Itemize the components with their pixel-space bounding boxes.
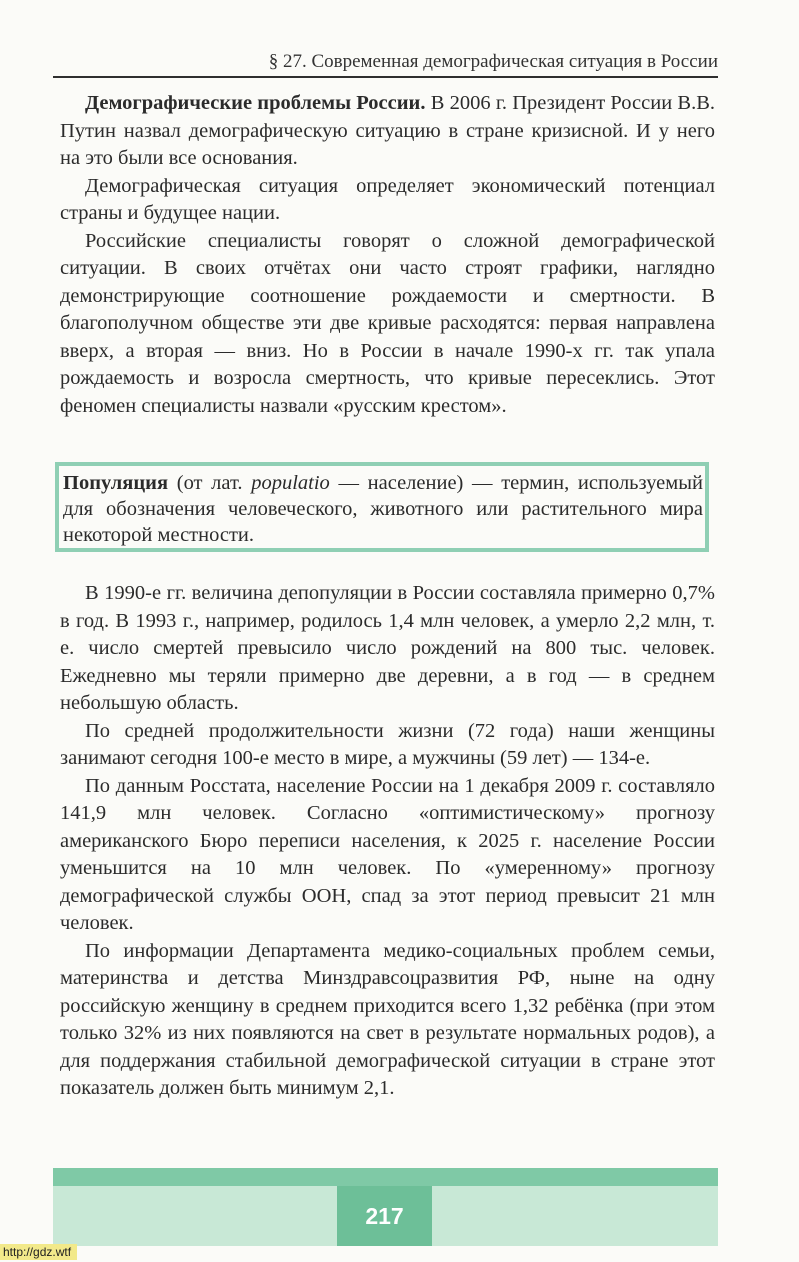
definition-latin: populatio — [251, 472, 330, 494]
section-heading: Демографические проблемы России. — [85, 92, 426, 114]
paragraph-text: В 2006 г. Президент России В.В. Путин назвал демографическую ситуацию в стране кризисной. И у него на это были все основания. — [60, 92, 716, 169]
paragraph: Демографическая ситуация определяет экономический потенциал страны и будущее нации. — [60, 174, 715, 224]
definition-text — [63, 470, 703, 548]
definition-term: Популяция — [63, 472, 169, 494]
paragraph: Российские специалисты говорят о сложной демографической ситуации. В своих отчётах они часто строят графики, наглядно демонстрирующие соотношение рождаемости и смертности. В благополучном обществе эти две кривые расходятся: первая направлена вверх, а вторая — вниз. Но в России в начале 1990-х гг. так упала рождаемость и возросла смертность, что кривые пересеклись. Этот феномен специалисты назвали «русским крестом». — [60, 229, 715, 417]
page-number: 217 — [337, 1186, 432, 1246]
paragraph: По данным Росстата, население России на 1 декабря 2009 г. составляло 141,9 млн человек. Согласно «оптимистическому» прогнозу американского Бюро переписи населения, к 2025 г. население России уменьшится на 10 млн человек. По «умеренному» прогнозу демографической службы ООН, спад за этот период превысит 21 млн человек. — [60, 774, 715, 934]
definition-prefix: (от лат. — [168, 472, 252, 494]
watermark-link[interactable]: http://gdz.wtf — [0, 1244, 77, 1260]
paragraph — [60, 90, 715, 173]
section-depopulation — [60, 580, 715, 1103]
paragraph: По средней продолжительности жизни (72 года) наши женщины занимают сегодня 100-е место в мире, а мужчины (59 лет) — 134-е. — [60, 719, 715, 769]
running-header: § 27. Современная демографическая ситуация в России — [268, 51, 718, 72]
footer-band-top — [53, 1168, 718, 1186]
definition-rest: — население) — термин, используемый для обозначения человеческого, животного или растительного мира некоторой местности. — [63, 472, 703, 546]
header-rule — [53, 76, 718, 78]
paragraph: В 1990-е гг. величина депопуляции в России составляла примерно 0,7% в год. В 1993 г., например, родилось 1,4 млн человек, а умерло 2,2 млн, т. е. число смертей превысило число рождений на 800 тыс. человек. Ежедневно мы теряли примерно две деревни, а в год — в среднем небольшую область. — [60, 582, 715, 714]
paragraph: По информации Департамента медико-социальных проблем семьи, материнства и детства Минздравсоцразвития РФ, ныне на одну российскую женщину в среднем приходится всего 1,32 ребёнка (при этом только 32% из них появляются на свет в результате нормальных родов), а для поддержания стабильной демографической ситуации в стране этот показатель должен быть минимум 2,1. — [60, 939, 715, 1099]
section-demographic-problems — [60, 90, 715, 420]
